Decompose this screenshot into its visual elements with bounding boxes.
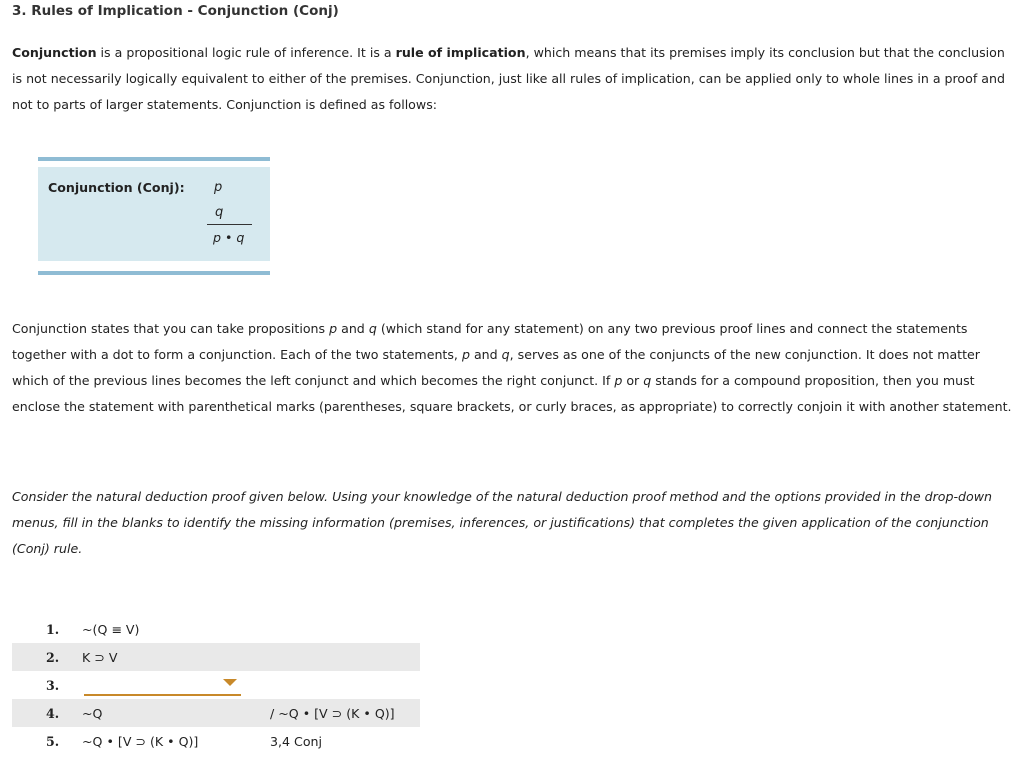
proof-line-number: 1. [46, 622, 60, 637]
rule-conclusion: p • q [213, 230, 245, 245]
proof-statement: ~(Q ≡ V) [82, 622, 140, 637]
proof-line-number: 2. [46, 650, 60, 665]
proof-line-number: 3. [46, 678, 60, 693]
explanation-paragraph: Conjunction states that you can take propositions p and q (which stand for any statement) on any two previous proof lines and connect the statements together with a dot to form a conjunction. Each of the two statements, p and q, serves as one of the conjuncts of the new conjunction. It does not matter which of the previous lines becomes the left conjunct and which becomes the right conjunct. If p or q stands for a compound proposition, then you must enclose the statement with parenthetical marks (parentheses, square brackets, or curly braces, as appropriate) to correctly conjoin it with another statement. [12, 321, 1012, 414]
intro-term: Conjunction [12, 45, 97, 60]
proof-row-2 [12, 643, 420, 671]
proof-row-3 [12, 671, 420, 699]
proof-line-number: 5. [46, 734, 60, 749]
rule-label: Conjunction (Conj): [48, 180, 185, 195]
rule-top-bar [38, 157, 270, 161]
proof-row-4 [12, 699, 420, 727]
proof-conclusion-goal: / ~Q • [V ⊃ (K • Q)] [270, 706, 395, 721]
rule-inference-line [207, 224, 252, 225]
proof-justification: 3,4 Conj [270, 734, 323, 749]
proof-line-number: 4. [46, 706, 60, 721]
instructions-paragraph: Consider the natural deduction proof given below. Using your knowledge of the natural deduction proof method and the options provided in the drop-down menus, fill in the blanks to identify the missing information (premises, inferences, or justifications) that completes the given application of the conjunction (Conj) rule. [12, 489, 993, 556]
proof-statement: ~Q • [V ⊃ (K • Q)] [82, 734, 199, 749]
proof-row-5 [12, 727, 420, 755]
intro-paragraph: Conjunction is a propositional logic rule of inference. It is a rule of implication, which means that its premises imply its conclusion but that the conclusion is not necessarily logically equivalent to either of the premises. Conjunction, just like all rules of implication, can be applied only to whole lines in a proof and not to parts of larger statements. Conjunction is defined as follows: [12, 45, 1005, 112]
rule-bottom-bar [38, 271, 270, 275]
proof-statement: ~Q [82, 706, 103, 721]
proof-row-1 [12, 615, 420, 643]
statement-dropdown[interactable] [84, 675, 241, 696]
rule-premise-2: q [215, 205, 224, 220]
dropdown-arrow-icon[interactable] [223, 679, 237, 686]
intro-bold-term: rule of implication [395, 45, 526, 60]
proof-table [12, 615, 420, 755]
rule-premise-1: p [214, 180, 223, 195]
page-title: 3. Rules of Implication - Conjunction (Conj) [12, 3, 339, 19]
rule-definition-box [38, 157, 270, 275]
rule-body [38, 167, 270, 261]
proof-statement: K ⊃ V [82, 650, 118, 665]
